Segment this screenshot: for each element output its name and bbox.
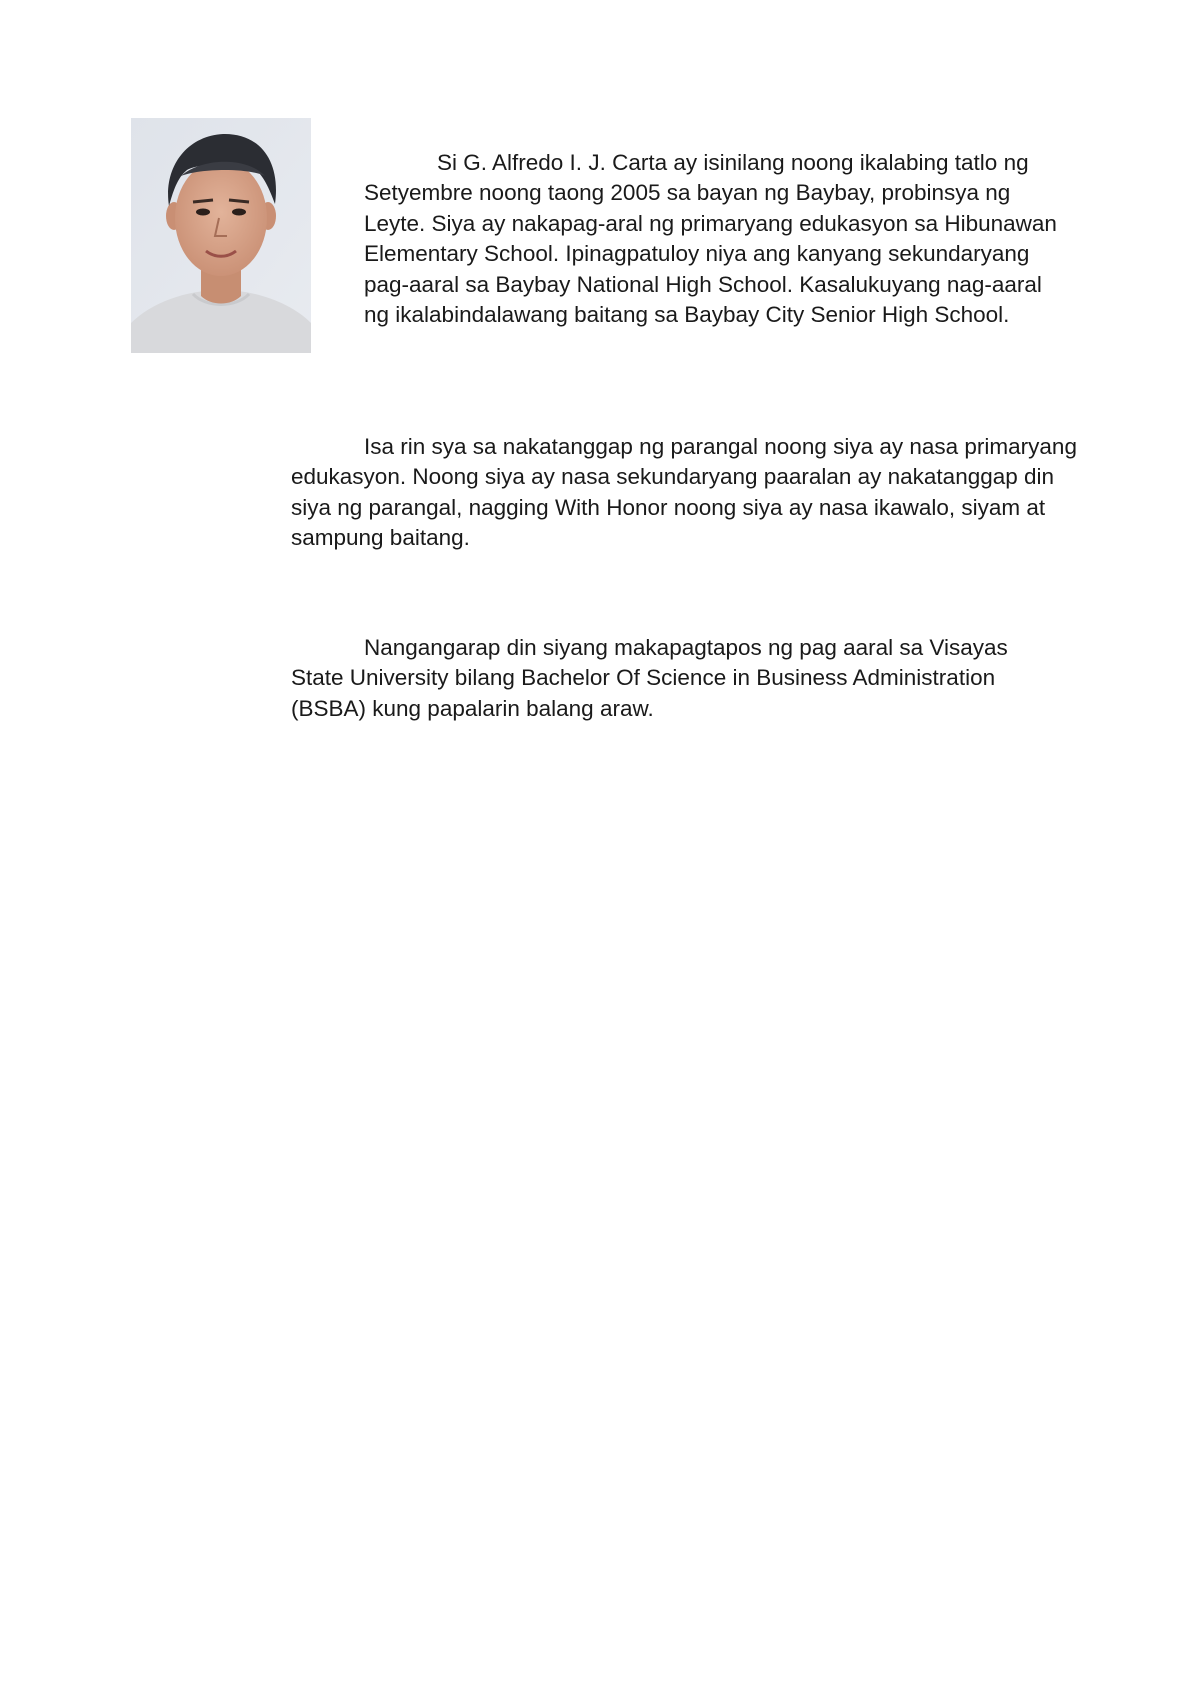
bio-paragraph-3: Nangangarap din siyang makapagtapos ng pag aaral sa Visayas State University bilang Bachelor Of Science in Business Administration (BSBA) kung papalarin balang araw.: [291, 635, 1008, 721]
portrait-photo-icon: [131, 118, 311, 353]
bio-paragraph-2: Isa rin sya sa nakatanggap ng parangal noong siya ay nasa primaryang edukasyon. Noong siya ay nasa sekundaryang paaralan ay nakatanggap din siya ng parangal, nagging With Honor noong siya ay nasa ikawalo, siyam at sampung baitang.: [291, 434, 1077, 551]
bio-paragraph-1: Si G. Alfredo I. J. Carta ay isinilang noong ikalabing tatlo ng Setyembre noong taong 2005 sa bayan ng Baybay, probinsya ng Leyte. Siya ay nakapag-aral ng primaryang edukasyon sa Hibunawan Elementary School. Ipinagpatuloy niya ang kanyang sekundaryang pag-aaral sa Baybay National High School. Kasalukuyang nag-aaral ng ikalabindalawang baitang sa Baybay City Senior High School.: [364, 150, 1057, 328]
portrait-photo: [131, 118, 311, 353]
